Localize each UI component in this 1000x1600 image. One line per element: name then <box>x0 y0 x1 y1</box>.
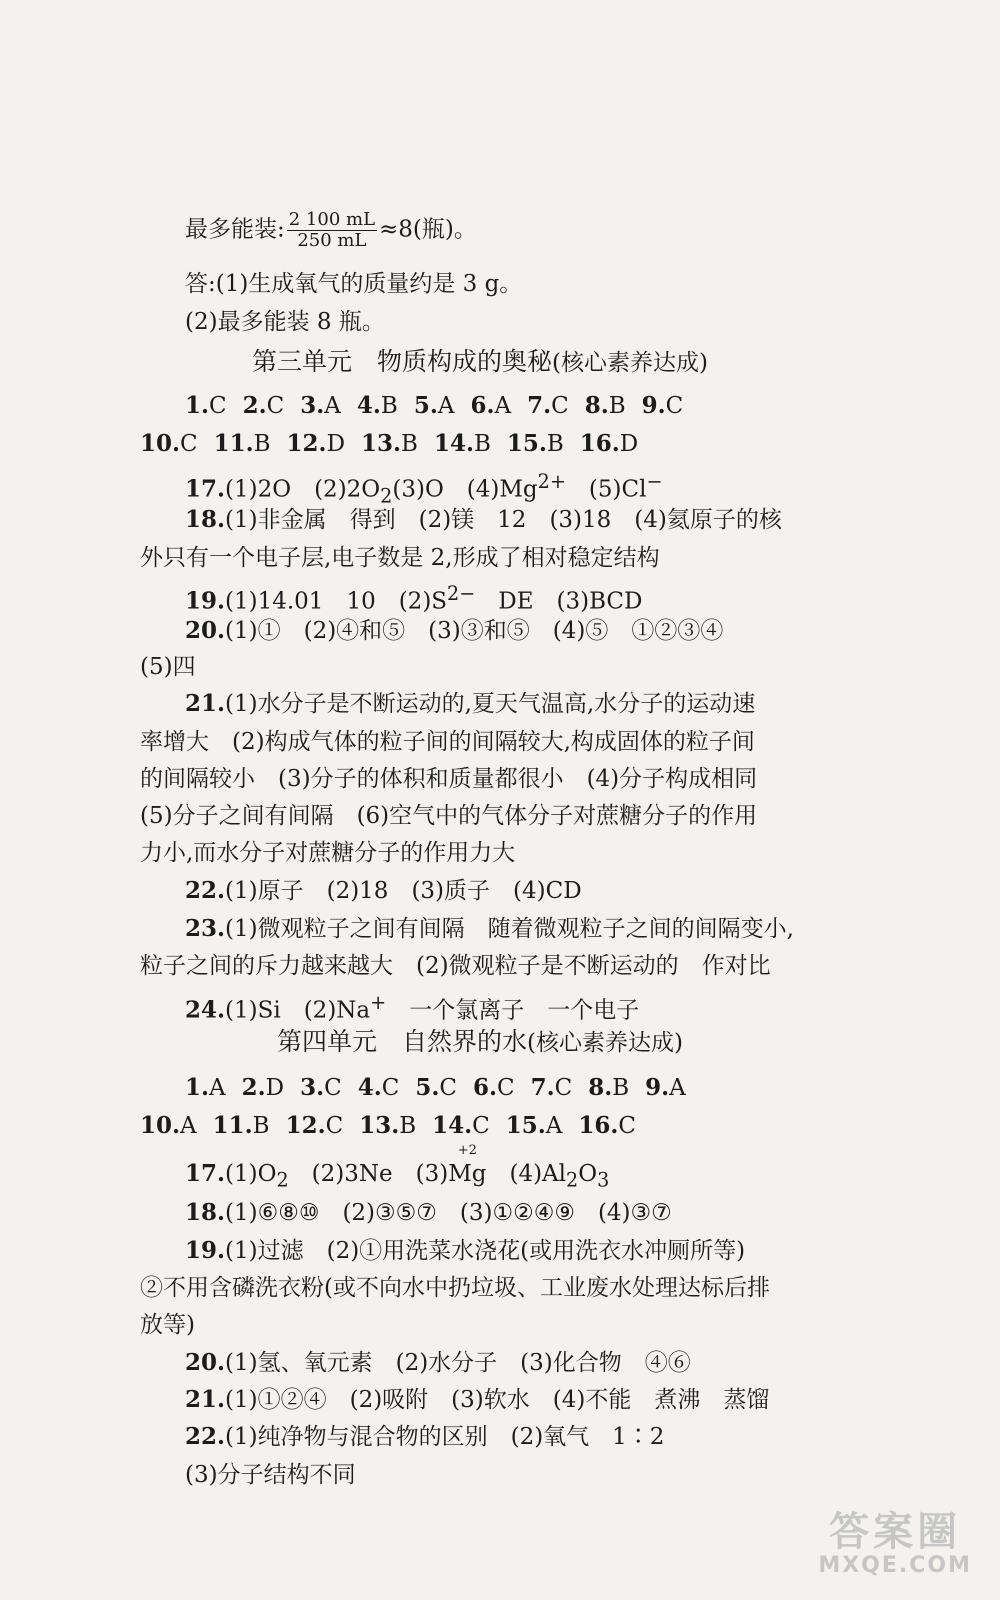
question-number: 21. <box>185 1386 226 1413</box>
unit4-q19-line3: 放等) <box>140 1312 195 1338</box>
question-number: 21. <box>185 690 226 717</box>
choice-number: 14. <box>433 430 474 457</box>
fraction <box>287 210 377 251</box>
superscript: − <box>646 470 663 493</box>
question-number: 17. <box>185 1160 226 1187</box>
unit3-q21-line3: 的间隔较小 (3)分子的体积和质量都很小 (4)分子构成相同 <box>140 766 758 792</box>
unit4-q18 <box>185 1197 820 1229</box>
choice-number: 12. <box>285 1112 326 1139</box>
question-number: 22. <box>185 1423 226 1450</box>
choice-answer: C <box>554 1075 573 1101</box>
question-number: 24. <box>185 996 226 1024</box>
subscript: 3 <box>597 1168 610 1192</box>
q20-text: (1)氢、氧元素 (2)水分子 (3)化合物 ④⑥ <box>225 1350 691 1376</box>
calc-line <box>185 210 820 251</box>
choice-number: 7. <box>527 392 552 419</box>
q17-part-a: (1)O <box>225 1161 277 1187</box>
q22-text: (1)原子 (2)18 (3)质子 (4)CD <box>225 878 582 904</box>
question-number: 20. <box>185 1349 226 1376</box>
choice-number: 4. <box>357 1074 382 1101</box>
question-number: 17. <box>185 475 226 503</box>
choice-number: 11. <box>213 430 254 457</box>
question-number: 18. <box>185 1199 226 1226</box>
choice-answer: C <box>472 1113 490 1139</box>
choice-number: 7. <box>530 1074 555 1101</box>
q17-part-b: (2)3Ne (3) <box>288 1161 449 1187</box>
q24-part-a: (1)Si (2)Na <box>225 997 371 1024</box>
choice-number: 6. <box>472 1074 497 1101</box>
q19-part-b: DE (3)BCD <box>475 588 643 615</box>
choice-answer: B <box>546 431 564 457</box>
q20-text: (1)① (2)④和⑤ (3)③和⑤ (4)⑤ ①②③④ <box>225 618 724 644</box>
unit3-q21-line1 <box>185 688 820 720</box>
choice-answer: D <box>326 431 346 457</box>
unit3-title: 第三单元 物质构成的奥秘 <box>252 347 553 376</box>
choice-answer: C <box>551 393 569 419</box>
q17-part-c: (4)Al <box>486 1161 567 1187</box>
choice-number: 8. <box>584 392 609 419</box>
unit4-q22-line2: (3)分子结构不同 <box>185 1462 356 1488</box>
unit4-subtitle: (核心素养达成) <box>527 1030 683 1056</box>
choice-answer: C <box>618 1113 636 1139</box>
choice-answer: B <box>608 393 626 419</box>
choice-answer: B <box>612 1075 630 1101</box>
choice-answer: B <box>401 431 418 457</box>
unit3-q24 <box>185 987 820 1027</box>
choice-answer: C <box>324 1075 342 1101</box>
unit3-q18-line1 <box>185 504 820 536</box>
superscript: + <box>370 991 387 1014</box>
q24-part-b: 一个氯离子 一个电子 <box>386 997 640 1024</box>
question-number: 19. <box>185 587 226 615</box>
choice-answer: C <box>665 393 684 419</box>
choice-number: 13. <box>361 430 402 457</box>
question-number: 23. <box>185 915 226 942</box>
choice-answer: C <box>180 431 198 457</box>
choice-number: 9. <box>641 392 666 419</box>
choice-answer: A <box>180 1113 197 1139</box>
choice-number: 15. <box>506 430 547 457</box>
unit4-choice-row-2 <box>140 1110 820 1142</box>
unit3-q21-line4: (5)分子之间有间隔 (6)空气中的气体分子对蔗糖分子的作用 <box>140 803 758 829</box>
element-symbol: Mg <box>448 1161 487 1187</box>
unit4-title: 第四单元 自然界的水 <box>277 1027 528 1056</box>
choice-number: 4. <box>356 392 381 419</box>
unit3-q20-line2: (5)四 <box>140 654 196 680</box>
choice-answer: D <box>619 431 639 457</box>
answer-line-1: 答:(1)生成氧气的质量约是 3 g。 <box>185 271 523 297</box>
choice-number: 2. <box>242 392 267 419</box>
choice-answer: A <box>209 1075 226 1101</box>
q23-text: (1)微观粒子之间有间隔 随着微观粒子之间的间隔变小, <box>225 916 794 942</box>
fraction-numerator: 2 100 mL <box>288 209 376 230</box>
choice-answer: C <box>325 1113 344 1139</box>
choice-answer: C <box>209 393 227 419</box>
watermark-title: 答案圈 <box>829 1509 962 1555</box>
superscript: 2+ <box>537 470 566 493</box>
choice-answer: B <box>399 1113 417 1139</box>
choice-answer: D <box>265 1075 285 1101</box>
unit4-q21 <box>185 1384 820 1416</box>
choice-number: 6. <box>470 392 495 419</box>
q19-part-a: (1)14.01 10 (2)S <box>225 588 448 615</box>
choice-number: 5. <box>413 392 438 419</box>
oxidation-state <box>448 1143 487 1190</box>
unit4-q19-line1 <box>185 1235 820 1267</box>
unit3-choice-row-1 <box>185 390 820 422</box>
choice-number: 9. <box>645 1074 670 1101</box>
choice-answer: A <box>545 1113 563 1139</box>
subscript: 2 <box>380 484 393 508</box>
calc-label: 最多能装: <box>185 216 285 243</box>
choice-number: 1. <box>185 1074 210 1101</box>
choice-answer: B <box>380 393 398 419</box>
valence-mark: +2 <box>457 1143 477 1158</box>
q19-text: (1)过滤 (2)①用洗菜水浇花(或用洗衣水冲厕所等) <box>225 1238 746 1264</box>
subscript: 2 <box>566 1168 579 1192</box>
question-number: 19. <box>185 1237 226 1264</box>
unit4-q20 <box>185 1347 820 1379</box>
choice-number: 10. <box>140 430 181 457</box>
unit4-q19-line2: ②不用含磷洗衣粉(或不向水中扔垃圾、工业废水处理达标后排 <box>140 1275 770 1301</box>
choice-answer: A <box>494 393 512 419</box>
unit3-subtitle: (核心素养达成) <box>552 350 708 376</box>
choice-answer: C <box>381 1075 400 1101</box>
choice-answer: A <box>437 393 455 419</box>
choice-number: 3. <box>300 1074 325 1101</box>
fraction-denominator: 250 mL <box>297 230 367 251</box>
question-number: 20. <box>185 617 226 644</box>
question-number: 22. <box>185 877 226 904</box>
choice-number: 1. <box>185 392 210 419</box>
choice-answer: B <box>473 431 491 457</box>
choice-number: 16. <box>578 1112 619 1139</box>
q22-text: (1)纯净物与混合物的区别 (2)氧气 1∶2 <box>225 1424 665 1450</box>
choice-number: 16. <box>579 430 620 457</box>
unit3-q23-line2: 粒子之间的斥力越来越大 (2)微观粒子是不断运动的 作对比 <box>140 953 771 979</box>
unit3-q22 <box>185 875 820 907</box>
q17-part-b: (3)O (4)Mg <box>392 476 538 503</box>
unit3-q21-line2: 率增大 (2)构成气体的粒子间的间隔较大,构成固体的粒子间 <box>140 729 755 755</box>
subscript: 2 <box>276 1168 289 1192</box>
choice-answer: C <box>266 393 285 419</box>
choice-number: 10. <box>140 1112 181 1139</box>
choice-number: 15. <box>505 1112 546 1139</box>
unit4-choice-row-1 <box>185 1072 820 1104</box>
q18-text: (1)⑥⑧⑩ (2)③⑤⑦ (3)①②④⑨ (4)③⑦ <box>225 1200 672 1226</box>
unit4-q22-line1 <box>185 1421 820 1453</box>
unit3-q21-line5: 力小,而水分子对蔗糖分子的作用力大 <box>140 840 516 866</box>
choice-number: 3. <box>300 392 325 419</box>
choice-number: 5. <box>415 1074 440 1101</box>
superscript: 2− <box>447 582 476 605</box>
choice-number: 8. <box>588 1074 613 1101</box>
q17-part-d: O <box>578 1161 598 1187</box>
choice-answer: B <box>252 1113 270 1139</box>
choice-answer: B <box>253 431 271 457</box>
q21-text: (1)水分子是不断运动的,夏天气温高,水分子的运动速 <box>225 691 756 717</box>
unit4-heading <box>140 1025 820 1060</box>
calc-result: ≈8(瓶)。 <box>379 216 477 243</box>
choice-answer: A <box>324 393 341 419</box>
unit3-q23-line1 <box>185 913 820 945</box>
unit3-q19 <box>185 578 820 618</box>
unit3-q20-line1 <box>185 615 820 647</box>
choice-answer: C <box>497 1075 515 1101</box>
choice-number: 12. <box>286 430 327 457</box>
unit4-q17 <box>185 1143 820 1197</box>
choice-answer: A <box>669 1075 686 1101</box>
choice-number: 2. <box>241 1074 266 1101</box>
watermark-logo <box>818 1510 972 1578</box>
question-number: 18. <box>185 506 226 533</box>
unit3-q18-line2: 外只有一个电子层,电子数是 2,形成了相对稳定结构 <box>140 545 660 571</box>
choice-answer: C <box>439 1075 457 1101</box>
answer-line-2: (2)最多能装 8 瓶。 <box>185 309 385 335</box>
unit3-choice-row-2 <box>140 428 820 460</box>
choice-number: 11. <box>212 1112 253 1139</box>
choice-number: 14. <box>432 1112 473 1139</box>
unit3-heading <box>140 345 820 380</box>
q21-text: (1)①②④ (2)吸附 (3)软水 (4)不能 煮沸 蒸馏 <box>225 1387 770 1413</box>
q17-part-a: (1)2O (2)2O <box>225 476 381 503</box>
watermark-url: MXQE.COM <box>818 1553 972 1578</box>
q18-text: (1)非金属 得到 (2)镁 12 (3)18 (4)氦原子的核 <box>225 507 782 533</box>
q17-part-c: (5)Cl <box>565 476 647 503</box>
choice-number: 13. <box>359 1112 400 1139</box>
